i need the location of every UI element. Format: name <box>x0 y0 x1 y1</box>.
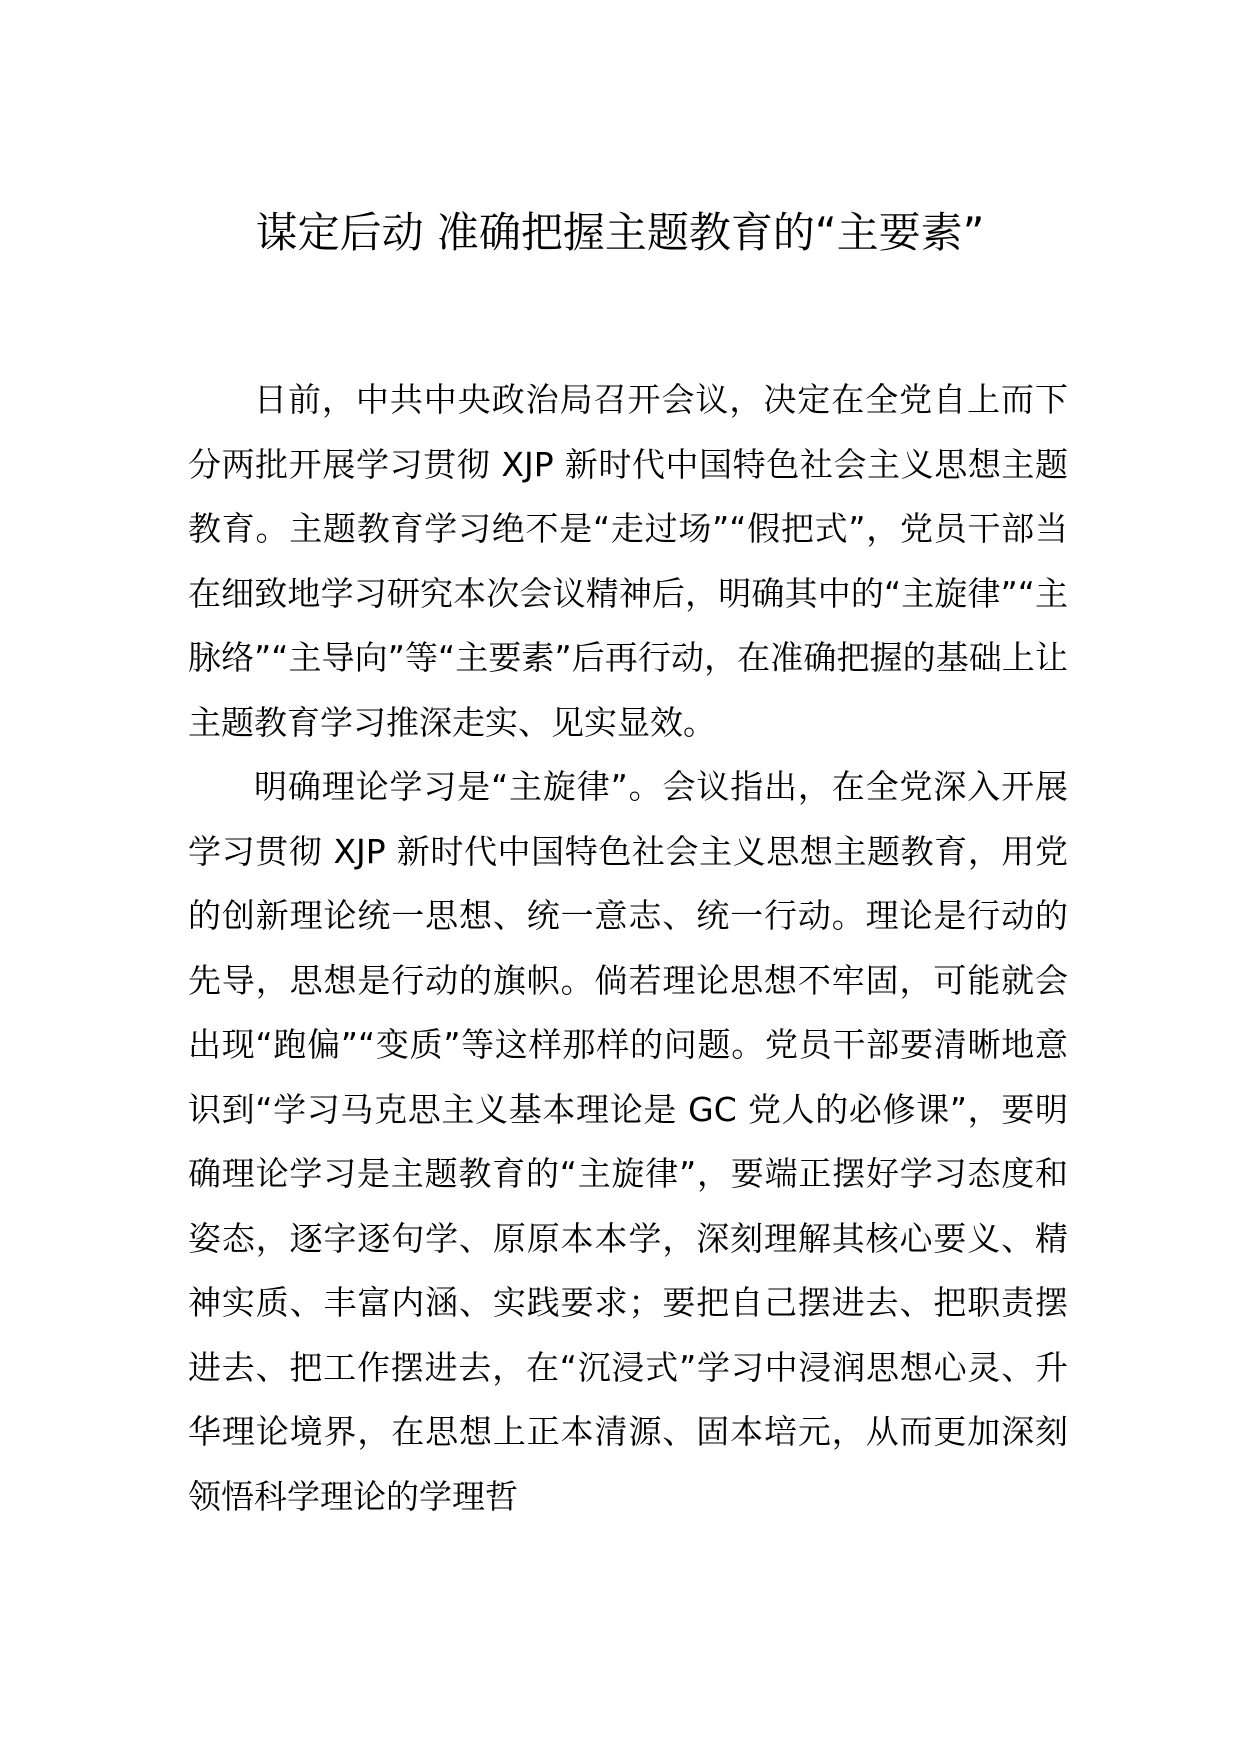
document-title: 谋定后动 准确把握主题教育的“主要素” <box>255 208 985 257</box>
document-body <box>188 368 1068 1529</box>
paragraph-2: 明确理论学习是“主旋律”。会议指出，在全党深入开展学习贯彻 XJP 新时代中国特色社会主义思想主题教育，用党的创新理论统一思想、统一意志、统一行动。理论是行动的先导，思想是行动的旗帜。倘若理论思想不牢固，可能就会出现“跑偏”“变质”等这样那样的问题。党员干部要清晰地意识到“学习马克思主义基本理论是 GC 党人的必修课”，要明确理论学习是主题教育的“主旋律”，要端正摆好学习态度和姿态，逐字逐句学、原原本本学，深刻理解其核心要义、精神实质、丰富内涵、实践要求；要把自己摆进去、把职责摆进去、把工作摆进去，在“沉浸式”学习中浸润思想心灵、升华理论境界，在思想上正本清源、固本培元，从而更加深刻领悟科学理论的学理哲 <box>188 767 1068 1516</box>
paragraph-1: 日前，中共中央政治局召开会议，决定在全党自上而下分两批开展学习贯彻 XJP 新时代中国特色社会主义思想主题教育。主题教育学习绝不是“走过场”“假把式”，党员干部当在细致地学习研究本次会议精神后，明确其中的“主旋律”“主脉络”“主导向”等“主要素”后再行动，在准确把握的基础上让主题教育学习推深走实、见实显效。 <box>188 380 1068 742</box>
